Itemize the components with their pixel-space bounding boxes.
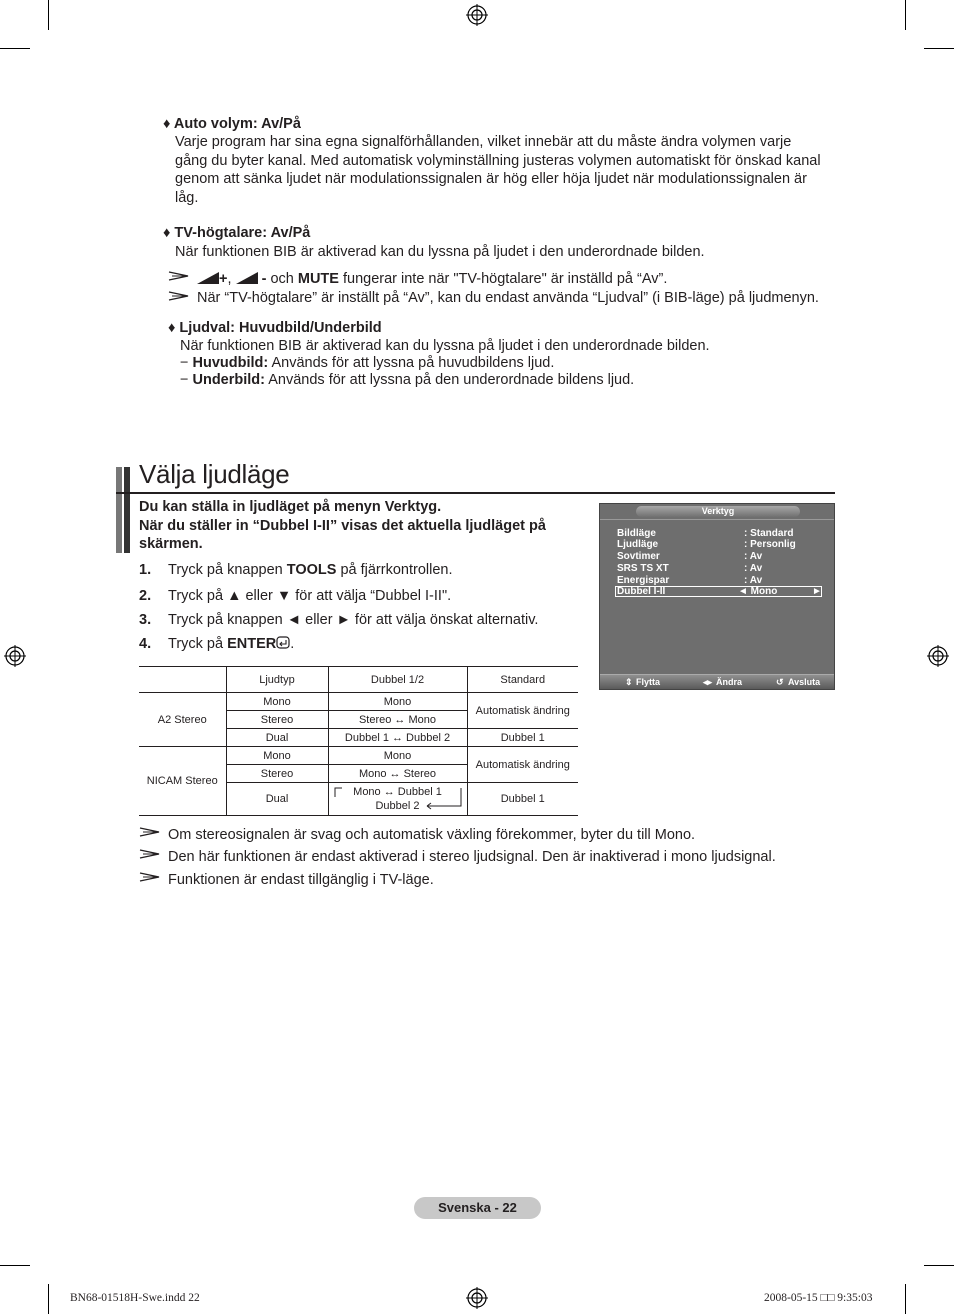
table-cell: Mono (226, 693, 328, 711)
slug-date: 2008-05-15 □□ 9:35:03 (764, 1292, 873, 1304)
dash: − (180, 372, 189, 388)
step-text: Tryck på ▲ eller ▼ för att välja “Dubbel I-II". (168, 588, 452, 604)
tv-speaker-note-1 (197, 270, 667, 289)
step-number: 2. (139, 588, 152, 604)
table-header: Dubbel 1/2 (328, 667, 467, 693)
note-text: Den här funktionen är endast aktiverad i stereo ljudsignal. Den är inaktiverad i mono ljudsignal. (168, 849, 776, 865)
crop-mark (924, 1265, 954, 1266)
auto-volume-heading: ♦ Auto volym: Av/På (163, 116, 301, 132)
sound-select-heading: ♦ Ljudval: Huvudbild/Underbild (168, 320, 382, 336)
table-row (139, 693, 578, 711)
slug-file: BN68-01518H-Swe.indd 22 (70, 1292, 200, 1304)
osd-move-label: Flytta (636, 677, 661, 687)
sound-select-body: När funktionen BIB är aktiverad kan du lyssna på ljudet i den underordnade bilden. (180, 338, 710, 354)
right-arrow-icon[interactable]: ► (812, 586, 822, 597)
table-cell (328, 783, 467, 816)
osd-key: Ljudläge (617, 539, 659, 550)
cycle-line-1: Mono ↔ Dubbel 1 (353, 786, 442, 798)
osd-value: : Personlig (744, 539, 796, 550)
step-text (168, 636, 294, 652)
enter-key: ENTER (227, 636, 277, 652)
volume-plus-label: + (219, 271, 228, 287)
osd-key: Bildläge (617, 528, 656, 539)
note-1-rest: fungerar inte när "TV-högtalare" är inställd på “Av”. (342, 271, 668, 287)
osd-key: SRS TS XT (617, 563, 669, 574)
table-header-row (139, 667, 578, 693)
volume-minus-label: - (261, 271, 267, 287)
title-side-bar (124, 467, 130, 553)
registration-mark-icon (466, 4, 488, 26)
intro-line-3: skärmen. (139, 536, 203, 552)
table-cell: Dubbel 1 ↔ Dubbel 2 (328, 729, 467, 747)
osd-value: : Av (744, 575, 763, 586)
osd-key: Sovtimer (617, 551, 660, 562)
osd-key: Energispar (617, 575, 670, 586)
table-cell: Stereo (226, 711, 328, 729)
tools-osd-menu (599, 503, 835, 690)
step-post: . (290, 636, 295, 652)
auto-volume-line-3: genom att sänka ljudet när modulationssignalen är hög eller höja ljudet när modulationssignalen är (175, 171, 807, 187)
enter-icon (276, 636, 290, 649)
page-title: Välja ljudläge (139, 459, 290, 489)
note-text: Funktionen är endast tillgänglig i TV-läge. (168, 872, 434, 888)
title-side-bar (116, 467, 122, 553)
crop-mark (905, 0, 906, 30)
osd-exit-label: Avsluta (788, 677, 821, 687)
volume-up-icon (197, 272, 219, 284)
change-icon: ◂▸ (703, 677, 713, 687)
tv-speaker-body: När funktionen BIB är aktiverad kan du lyssna på ljudet i den underordnade bilden. (175, 244, 705, 260)
note-arrow-icon (139, 826, 161, 838)
table-cell: Stereo (226, 765, 328, 783)
auto-volume-line-2: gång du byter kanal. Med automatisk volyminställning justeras volymen automatiskt för önskad kanal (175, 153, 821, 169)
tv-speaker-note-2: När “TV-högtalare” är inställt på “Av”, kan du endast använda “Ljudval” (i BIB-läge) på ljudmenyn. (197, 290, 819, 306)
auto-volume-line-1: Varje program har sina egna signalförhållanden, vilket innebär att du måste ändra volymen varje (175, 134, 792, 150)
step-number: 1. (139, 562, 152, 578)
table-header-blank (139, 667, 226, 693)
table-cell: Mono (226, 747, 328, 765)
crop-mark (924, 48, 954, 49)
step-text (168, 562, 453, 578)
step-number: 3. (139, 612, 152, 628)
step-pre: Tryck på knappen (168, 562, 287, 578)
group-label: A2 Stereo (139, 693, 226, 747)
page-number-pill: Svenska - 22 (414, 1197, 541, 1219)
table-cell: Mono ↔ Stereo (328, 765, 467, 783)
crop-mark (48, 1284, 49, 1314)
main-picture-label: Huvudbild: (192, 355, 269, 371)
osd-divider (600, 519, 834, 520)
table-header: Ljudtyp (226, 667, 328, 693)
crop-mark (0, 48, 30, 49)
cycle-line-2: Dubbel 2 (375, 800, 420, 812)
table-cell: Mono (328, 747, 467, 765)
osd-header: Verktyg (636, 506, 800, 517)
table-cell: Stereo ↔ Mono (328, 711, 467, 729)
step-pre: Tryck på (168, 636, 228, 652)
main-picture-text: Används för att lyssna på huvudbildens ljud. (271, 355, 555, 371)
sub-picture-text: Används för att lyssna på den underordnade bildens ljud. (268, 372, 635, 388)
cycle-arrow-icon (334, 786, 462, 812)
osd-value: : Av (744, 563, 763, 574)
separator-comma: , (227, 271, 232, 287)
note-arrow-icon (168, 290, 190, 302)
registration-mark-icon (927, 645, 949, 667)
tv-speaker-heading: ♦ TV-högtalare: Av/På (163, 225, 311, 241)
sound-mode-table (139, 666, 578, 816)
crop-mark (905, 1284, 906, 1314)
step-text: Tryck på knappen ◄ eller ► för att välja önskat alternativ. (168, 612, 539, 628)
table-cell: Dual (226, 729, 328, 747)
intro-line-1: Du kan ställa in ljudläget på menyn Verktyg. (139, 499, 442, 515)
sound-select-item-2 (180, 371, 634, 390)
osd-value: : Standard (744, 528, 794, 539)
table-header: Standard (467, 667, 578, 693)
osd-value: ◄ Mono (738, 586, 778, 597)
volume-down-icon (236, 272, 258, 284)
note-text: Om stereosignalen är svag och automatisk växling förekommer, byter du till Mono. (168, 827, 696, 843)
dash: − (180, 355, 189, 371)
osd-footer (600, 674, 834, 689)
title-rule (116, 492, 835, 494)
osd-value: : Av (744, 551, 763, 562)
auto-volume-line-4: låg. (175, 190, 199, 206)
step-post: på fjärrkontrollen. (336, 562, 453, 578)
och-word: och (270, 271, 294, 287)
table-cell: Dual (226, 783, 328, 816)
step-number: 4. (139, 636, 152, 652)
table-cell: Automatisk ändring (467, 747, 578, 783)
group-label: NICAM Stereo (139, 747, 226, 816)
move-icon: ⇕ (625, 677, 633, 687)
note-arrow-icon (168, 270, 190, 282)
table-row (139, 747, 578, 765)
sub-picture-label: Underbild: (192, 372, 265, 388)
tools-key: TOOLS (286, 562, 337, 578)
table-cell: Automatisk ändring (467, 693, 578, 729)
registration-mark-icon (466, 1287, 488, 1309)
table-cell: Dubbel 1 (467, 729, 578, 747)
return-icon: ↺ (776, 677, 784, 687)
note-arrow-icon (139, 848, 161, 860)
crop-mark (48, 0, 49, 30)
note-arrow-icon (139, 871, 161, 883)
table-cell: Dubbel 1 (467, 783, 578, 816)
osd-key: Dubbel I-II (617, 586, 666, 597)
crop-mark (0, 1265, 30, 1266)
osd-change-label: Ändra (716, 677, 743, 687)
sound-select-item-1 (180, 354, 554, 373)
mute-label: MUTE (297, 271, 339, 287)
registration-mark-icon (4, 645, 26, 667)
intro-line-2: När du ställer in “Dubbel I-II” visas det aktuella ljudläget på (139, 518, 546, 534)
table-cell: Mono (328, 693, 467, 711)
